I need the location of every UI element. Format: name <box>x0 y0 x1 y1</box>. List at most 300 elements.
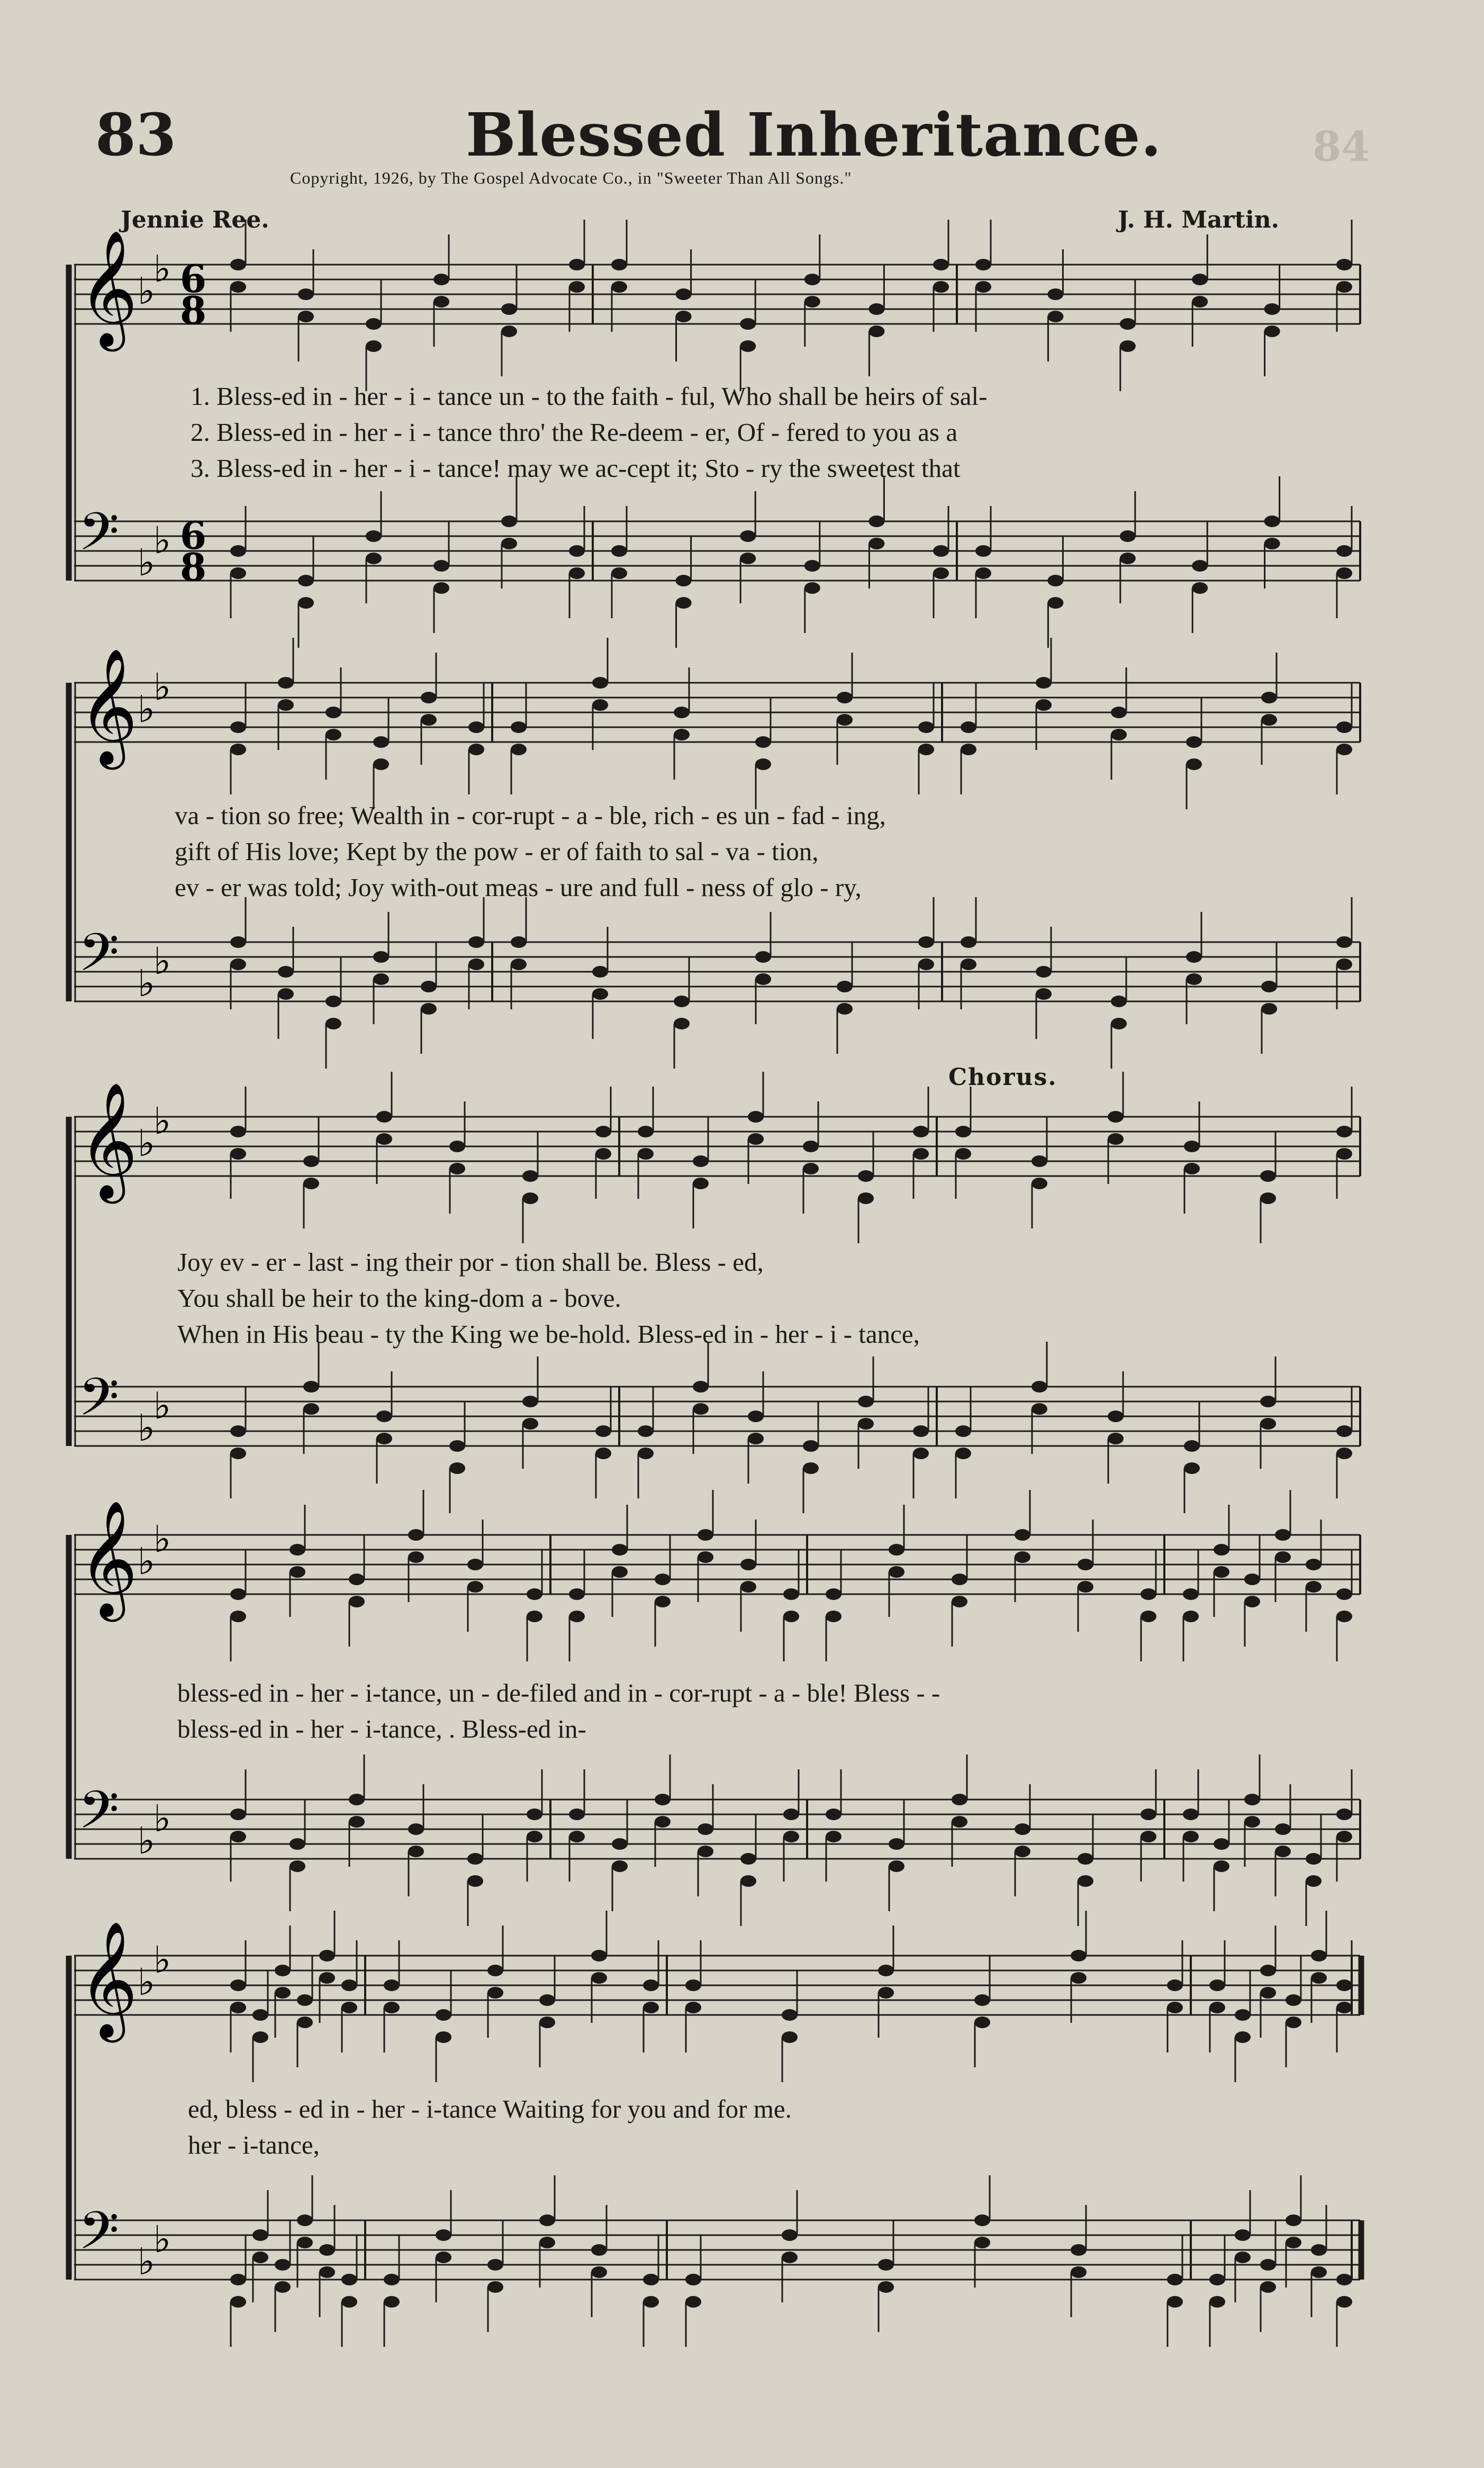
note-head <box>433 560 449 572</box>
note-head <box>341 2002 357 2013</box>
note-head <box>1260 1192 1276 1204</box>
note-head <box>1311 2266 1327 2278</box>
note-head <box>1260 1396 1276 1407</box>
note-head <box>1184 1141 1200 1152</box>
note-head <box>230 259 246 270</box>
note-head <box>685 2296 701 2308</box>
note-head <box>655 1596 671 1607</box>
note-head <box>918 744 934 755</box>
note-head <box>975 259 991 270</box>
flat-sign-icon: ♭ <box>138 688 156 731</box>
note-head <box>1306 1875 1322 1887</box>
note-head <box>975 567 991 579</box>
note-head <box>252 2252 268 2263</box>
note-head <box>1141 1588 1156 1600</box>
note-head <box>913 1448 929 1459</box>
note-head <box>858 1192 874 1204</box>
note-head <box>826 1809 841 1820</box>
note-head <box>889 1860 904 1872</box>
note-head <box>1120 530 1136 542</box>
note-head <box>303 1178 319 1189</box>
note-head <box>974 2017 990 2028</box>
note-head <box>782 2009 798 2021</box>
flat-sign-icon: ♭ <box>138 541 156 584</box>
note-head <box>1167 2274 1183 2285</box>
note-head <box>384 2002 400 2013</box>
note-head <box>638 1448 654 1459</box>
note-head <box>740 340 756 352</box>
note-head <box>252 2031 268 2043</box>
note-head <box>612 1544 628 1556</box>
note-head <box>341 2296 357 2308</box>
note-head <box>297 1994 313 2006</box>
note-head <box>674 707 690 718</box>
note-head <box>289 1544 305 1556</box>
note-head <box>782 2031 798 2043</box>
note-head <box>341 2274 357 2285</box>
note-head <box>748 1411 764 1422</box>
flat-sign-icon: ♭ <box>138 2240 156 2283</box>
note-head <box>676 288 692 300</box>
note-head <box>408 1846 424 1857</box>
note-head <box>740 553 756 564</box>
hymn-title: Blessed Inheritance. <box>466 101 1162 170</box>
note-head <box>373 736 389 748</box>
note-head <box>913 1425 929 1437</box>
note-head <box>955 1425 971 1437</box>
note-head <box>1183 1809 1199 1820</box>
note-head <box>933 545 949 557</box>
flat-sign-icon: ♭ <box>138 1960 156 2004</box>
note-head <box>501 303 517 315</box>
flat-sign-icon: ♭ <box>138 269 156 313</box>
note-head <box>1186 758 1202 770</box>
note-head <box>1036 988 1052 1000</box>
note-head <box>955 1448 971 1459</box>
lyric-line: va - tion so free; Wealth in - cor-rupt - a - ble, rich - es un - fad - ing, <box>175 801 886 830</box>
note-head <box>325 1018 341 1029</box>
note-head <box>230 1126 246 1137</box>
lyric-line: her - i-tance, <box>188 2130 320 2159</box>
note-head <box>487 2281 503 2293</box>
flat-sign-icon: ♭ <box>138 1406 156 1450</box>
note-head <box>1209 2296 1225 2308</box>
note-head <box>278 988 294 1000</box>
note-head <box>1078 1875 1093 1887</box>
note-head <box>252 2009 268 2021</box>
note-head <box>676 311 692 322</box>
note-head <box>868 303 884 315</box>
note-head <box>1336 1126 1352 1137</box>
note-head <box>611 259 627 270</box>
note-head <box>591 2244 607 2256</box>
note-head <box>1031 1381 1047 1393</box>
note-head <box>230 1979 246 1991</box>
note-head <box>638 1148 654 1160</box>
note-head <box>1311 1972 1327 1984</box>
note-head <box>1071 1972 1087 1984</box>
note-head <box>1264 303 1280 315</box>
note-head <box>319 2266 335 2278</box>
note-head <box>1336 1611 1352 1622</box>
note-head <box>1120 318 1136 330</box>
note-head <box>676 575 692 586</box>
note-head <box>933 281 949 293</box>
note-head <box>527 1831 542 1842</box>
note-head <box>230 936 246 948</box>
note-head <box>837 981 853 992</box>
note-head <box>1047 311 1063 322</box>
note-head <box>539 2214 555 2226</box>
note-head <box>522 1192 538 1204</box>
lyric-line: gift of His love; Kept by the pow - er of faith to sal - va - tion, <box>175 837 819 866</box>
note-head <box>376 1411 392 1422</box>
flat-sign-icon: ♭ <box>153 939 171 983</box>
note-head <box>449 1440 465 1452</box>
note-head <box>539 2237 555 2248</box>
note-head <box>569 567 585 579</box>
note-head <box>952 1596 967 1607</box>
note-head <box>1260 2281 1276 2293</box>
note-head <box>961 936 976 948</box>
note-head <box>698 1551 713 1563</box>
note-head <box>933 259 949 270</box>
note-head <box>1071 1950 1087 1961</box>
note-head <box>755 736 771 748</box>
note-head <box>449 1462 465 1474</box>
bass-clef-icon: 𝄢 <box>78 501 120 575</box>
note-head <box>837 714 853 726</box>
note-head <box>1336 1148 1352 1160</box>
note-head <box>1244 1816 1260 1828</box>
note-head <box>467 1581 483 1593</box>
note-head <box>1264 538 1280 549</box>
note-head <box>303 1381 319 1393</box>
note-head <box>1336 959 1352 970</box>
note-head <box>408 1551 424 1563</box>
note-head <box>319 2244 335 2256</box>
note-head <box>858 1396 874 1407</box>
note-head <box>974 2214 990 2226</box>
note-head <box>804 274 820 285</box>
note-head <box>349 1574 365 1585</box>
note-head <box>1108 1411 1124 1422</box>
composer-credit: J. H. Martin. <box>1118 206 1279 233</box>
note-head <box>487 1965 503 1976</box>
note-head <box>298 288 314 300</box>
note-head <box>569 1809 585 1820</box>
note-head <box>1306 1559 1322 1570</box>
note-head <box>511 936 527 948</box>
note-head <box>436 2031 451 2043</box>
note-head <box>1235 2229 1251 2241</box>
note-head <box>955 1126 971 1137</box>
note-head <box>803 1163 819 1174</box>
note-head <box>826 1588 841 1600</box>
note-head <box>955 1148 971 1160</box>
note-head <box>1078 1853 1093 1865</box>
note-head <box>569 1831 585 1842</box>
note-head <box>1336 1425 1352 1437</box>
note-head <box>643 2274 659 2285</box>
note-head <box>685 2002 701 2013</box>
note-head <box>297 2237 313 2248</box>
note-head <box>376 1133 392 1145</box>
note-head <box>1071 2266 1087 2278</box>
note-head <box>782 2252 798 2263</box>
note-head <box>1047 575 1063 586</box>
lyric-line: Joy ev - er - last - ing their por - tion shall be. Bless - ed, <box>177 1247 764 1277</box>
note-head <box>740 318 756 330</box>
note-head <box>275 2259 291 2271</box>
chorus-label: Chorus. <box>948 1064 1057 1091</box>
note-head <box>230 1831 246 1842</box>
note-head <box>1286 2017 1301 2028</box>
note-head <box>889 1566 904 1578</box>
note-head <box>676 597 692 609</box>
note-head <box>1261 692 1277 703</box>
flat-sign-icon: ♭ <box>153 665 171 709</box>
note-head <box>1036 677 1052 689</box>
note-head <box>278 699 294 711</box>
note-head <box>433 582 449 594</box>
note-head <box>826 1611 841 1622</box>
note-head <box>1275 1551 1291 1563</box>
note-head <box>230 1148 246 1160</box>
note-head <box>1286 2214 1301 2226</box>
note-head <box>436 2229 451 2241</box>
note-head <box>278 677 294 689</box>
note-head <box>319 1950 335 1961</box>
note-head <box>591 2266 607 2278</box>
note-head <box>1031 1403 1047 1415</box>
note-head <box>230 959 246 970</box>
note-head <box>373 973 389 985</box>
note-head <box>366 318 382 330</box>
note-head <box>1235 2031 1251 2043</box>
note-head <box>298 597 314 609</box>
note-head <box>804 560 820 572</box>
flat-sign-icon: ♭ <box>153 1517 171 1561</box>
note-head <box>252 2229 268 2241</box>
note-head <box>230 744 246 755</box>
note-head <box>612 1838 628 1850</box>
note-head <box>384 1979 400 1991</box>
treble-clef-icon: 𝄞 <box>78 1081 138 1199</box>
note-head <box>961 744 976 755</box>
lyric-line: ev - er was told; Joy with-out meas - ure and full - ness of glo - ry, <box>175 873 862 902</box>
note-head <box>569 1611 585 1622</box>
note-head <box>1184 1163 1200 1174</box>
note-head <box>783 1809 799 1820</box>
note-head <box>868 326 884 337</box>
note-head <box>1261 1003 1277 1015</box>
note-head <box>1235 2252 1251 2263</box>
note-head <box>952 1794 967 1805</box>
note-head <box>783 1588 799 1600</box>
note-head <box>433 274 449 285</box>
note-head <box>595 1126 611 1137</box>
note-head <box>674 1018 690 1029</box>
flat-sign-icon: ♭ <box>153 1099 171 1143</box>
note-head <box>638 1126 654 1137</box>
note-head <box>595 1425 611 1437</box>
note-head <box>501 538 517 549</box>
note-head <box>373 758 389 770</box>
flat-sign-icon: ♭ <box>153 2218 171 2261</box>
note-head <box>740 1875 756 1887</box>
note-head <box>1336 1588 1352 1600</box>
note-head <box>803 1462 819 1474</box>
note-head <box>858 1170 874 1182</box>
note-head <box>1336 1448 1352 1459</box>
note-head <box>1214 1838 1229 1850</box>
flat-sign-icon: ♭ <box>153 1384 171 1427</box>
note-head <box>643 2002 659 2013</box>
note-head <box>961 721 976 733</box>
note-head <box>748 1133 764 1145</box>
lyric-line: 1. Bless-ed in - her - i - tance un - to the faith - ful, Who shall be heirs of sal- <box>191 382 988 411</box>
note-head <box>1336 259 1352 270</box>
note-head <box>278 966 294 978</box>
note-head <box>408 1529 424 1541</box>
note-head <box>230 545 246 557</box>
copyright-notice: Copyright, 1926, by The Gospel Advocate Co., in "Sweeter Than All Songs." <box>290 168 852 187</box>
note-head <box>1192 560 1208 572</box>
note-head <box>643 2296 659 2308</box>
note-head <box>1141 1611 1156 1622</box>
note-head <box>748 1111 764 1123</box>
note-head <box>467 1875 483 1887</box>
note-head <box>366 553 382 564</box>
note-head <box>1186 736 1202 748</box>
note-head <box>275 2281 291 2293</box>
note-head <box>1141 1831 1156 1842</box>
note-head <box>1336 1831 1352 1842</box>
note-head <box>297 2017 313 2028</box>
note-head <box>569 281 585 293</box>
note-head <box>755 951 771 963</box>
bleed-through-number: 84 <box>1313 123 1370 171</box>
note-head <box>698 1823 713 1835</box>
note-head <box>698 1529 713 1541</box>
note-head <box>230 1588 246 1600</box>
note-head <box>1286 1994 1301 2006</box>
note-head <box>303 1155 319 1167</box>
note-head <box>693 1403 709 1415</box>
note-head <box>1244 1596 1260 1607</box>
flat-sign-icon: ♭ <box>138 1122 156 1165</box>
note-head <box>325 996 341 1007</box>
note-head <box>1275 1846 1291 1857</box>
note-head <box>740 1853 756 1865</box>
note-head <box>1078 1581 1093 1593</box>
lyric-line: You shall be heir to the king-dom a - bove. <box>177 1283 621 1313</box>
note-head <box>1209 1979 1225 1991</box>
lyric-line: When in His beau - ty the King we be-hold. Bless-ed in - her - i - tance, <box>177 1319 920 1349</box>
note-head <box>468 959 484 970</box>
note-head <box>230 2274 246 2285</box>
note-head <box>693 1178 709 1189</box>
note-head <box>804 296 820 308</box>
note-head <box>569 259 585 270</box>
note-head <box>1015 1529 1030 1541</box>
note-head <box>1260 2259 1276 2271</box>
lyric-line: bless-ed in - her - i-tance, un - de-filed and in - cor-rupt - a - ble! Bless - - <box>177 1678 940 1707</box>
note-head <box>643 1979 659 1991</box>
note-head <box>913 1126 929 1137</box>
note-head <box>674 729 690 740</box>
note-head <box>511 959 527 970</box>
note-head <box>1015 1846 1030 1857</box>
note-head <box>1275 1823 1291 1835</box>
note-head <box>975 545 991 557</box>
note-head <box>349 1794 365 1805</box>
note-head <box>1275 1529 1291 1541</box>
note-head <box>349 1596 365 1607</box>
note-head <box>449 1141 465 1152</box>
note-head <box>755 973 771 985</box>
note-head <box>1214 1544 1229 1556</box>
note-head <box>1108 1111 1124 1123</box>
note-head <box>1031 1155 1047 1167</box>
note-head <box>1306 1853 1322 1865</box>
note-head <box>1336 567 1352 579</box>
note-head <box>918 721 934 733</box>
note-head <box>783 1831 799 1842</box>
note-head <box>303 1403 319 1415</box>
bass-clef-icon: 𝄢 <box>78 922 120 996</box>
note-head <box>1336 1809 1352 1820</box>
note-head <box>1260 1965 1276 1976</box>
note-head <box>569 545 585 557</box>
note-head <box>373 951 389 963</box>
note-head <box>511 744 527 755</box>
note-head <box>1209 2002 1225 2013</box>
note-head <box>592 988 608 1000</box>
note-head <box>803 1141 819 1152</box>
note-head <box>591 1950 607 1961</box>
note-head <box>436 2252 451 2263</box>
note-head <box>349 1816 365 1828</box>
note-head <box>298 575 314 586</box>
note-head <box>889 1544 904 1556</box>
note-head <box>638 1425 654 1437</box>
note-head <box>974 2237 990 2248</box>
note-head <box>612 1860 628 1872</box>
note-head <box>878 2259 894 2271</box>
note-head <box>918 959 934 970</box>
note-head <box>1036 966 1052 978</box>
note-head <box>655 1574 671 1585</box>
note-head <box>1260 1170 1276 1182</box>
note-head <box>449 1163 465 1174</box>
note-head <box>289 1860 305 1872</box>
note-head <box>826 1831 841 1842</box>
treble-clef-icon: 𝄞 <box>78 647 138 765</box>
note-head <box>527 1611 542 1622</box>
time-signature-bottom: 8 <box>180 288 207 333</box>
note-head <box>527 1588 542 1600</box>
note-head <box>1015 1823 1030 1835</box>
note-head <box>298 311 314 322</box>
note-head <box>527 1809 542 1820</box>
note-head <box>289 1838 305 1850</box>
note-head <box>1186 951 1202 963</box>
note-head <box>1209 2274 1225 2285</box>
note-head <box>539 2017 555 2028</box>
note-head <box>1141 1809 1156 1820</box>
